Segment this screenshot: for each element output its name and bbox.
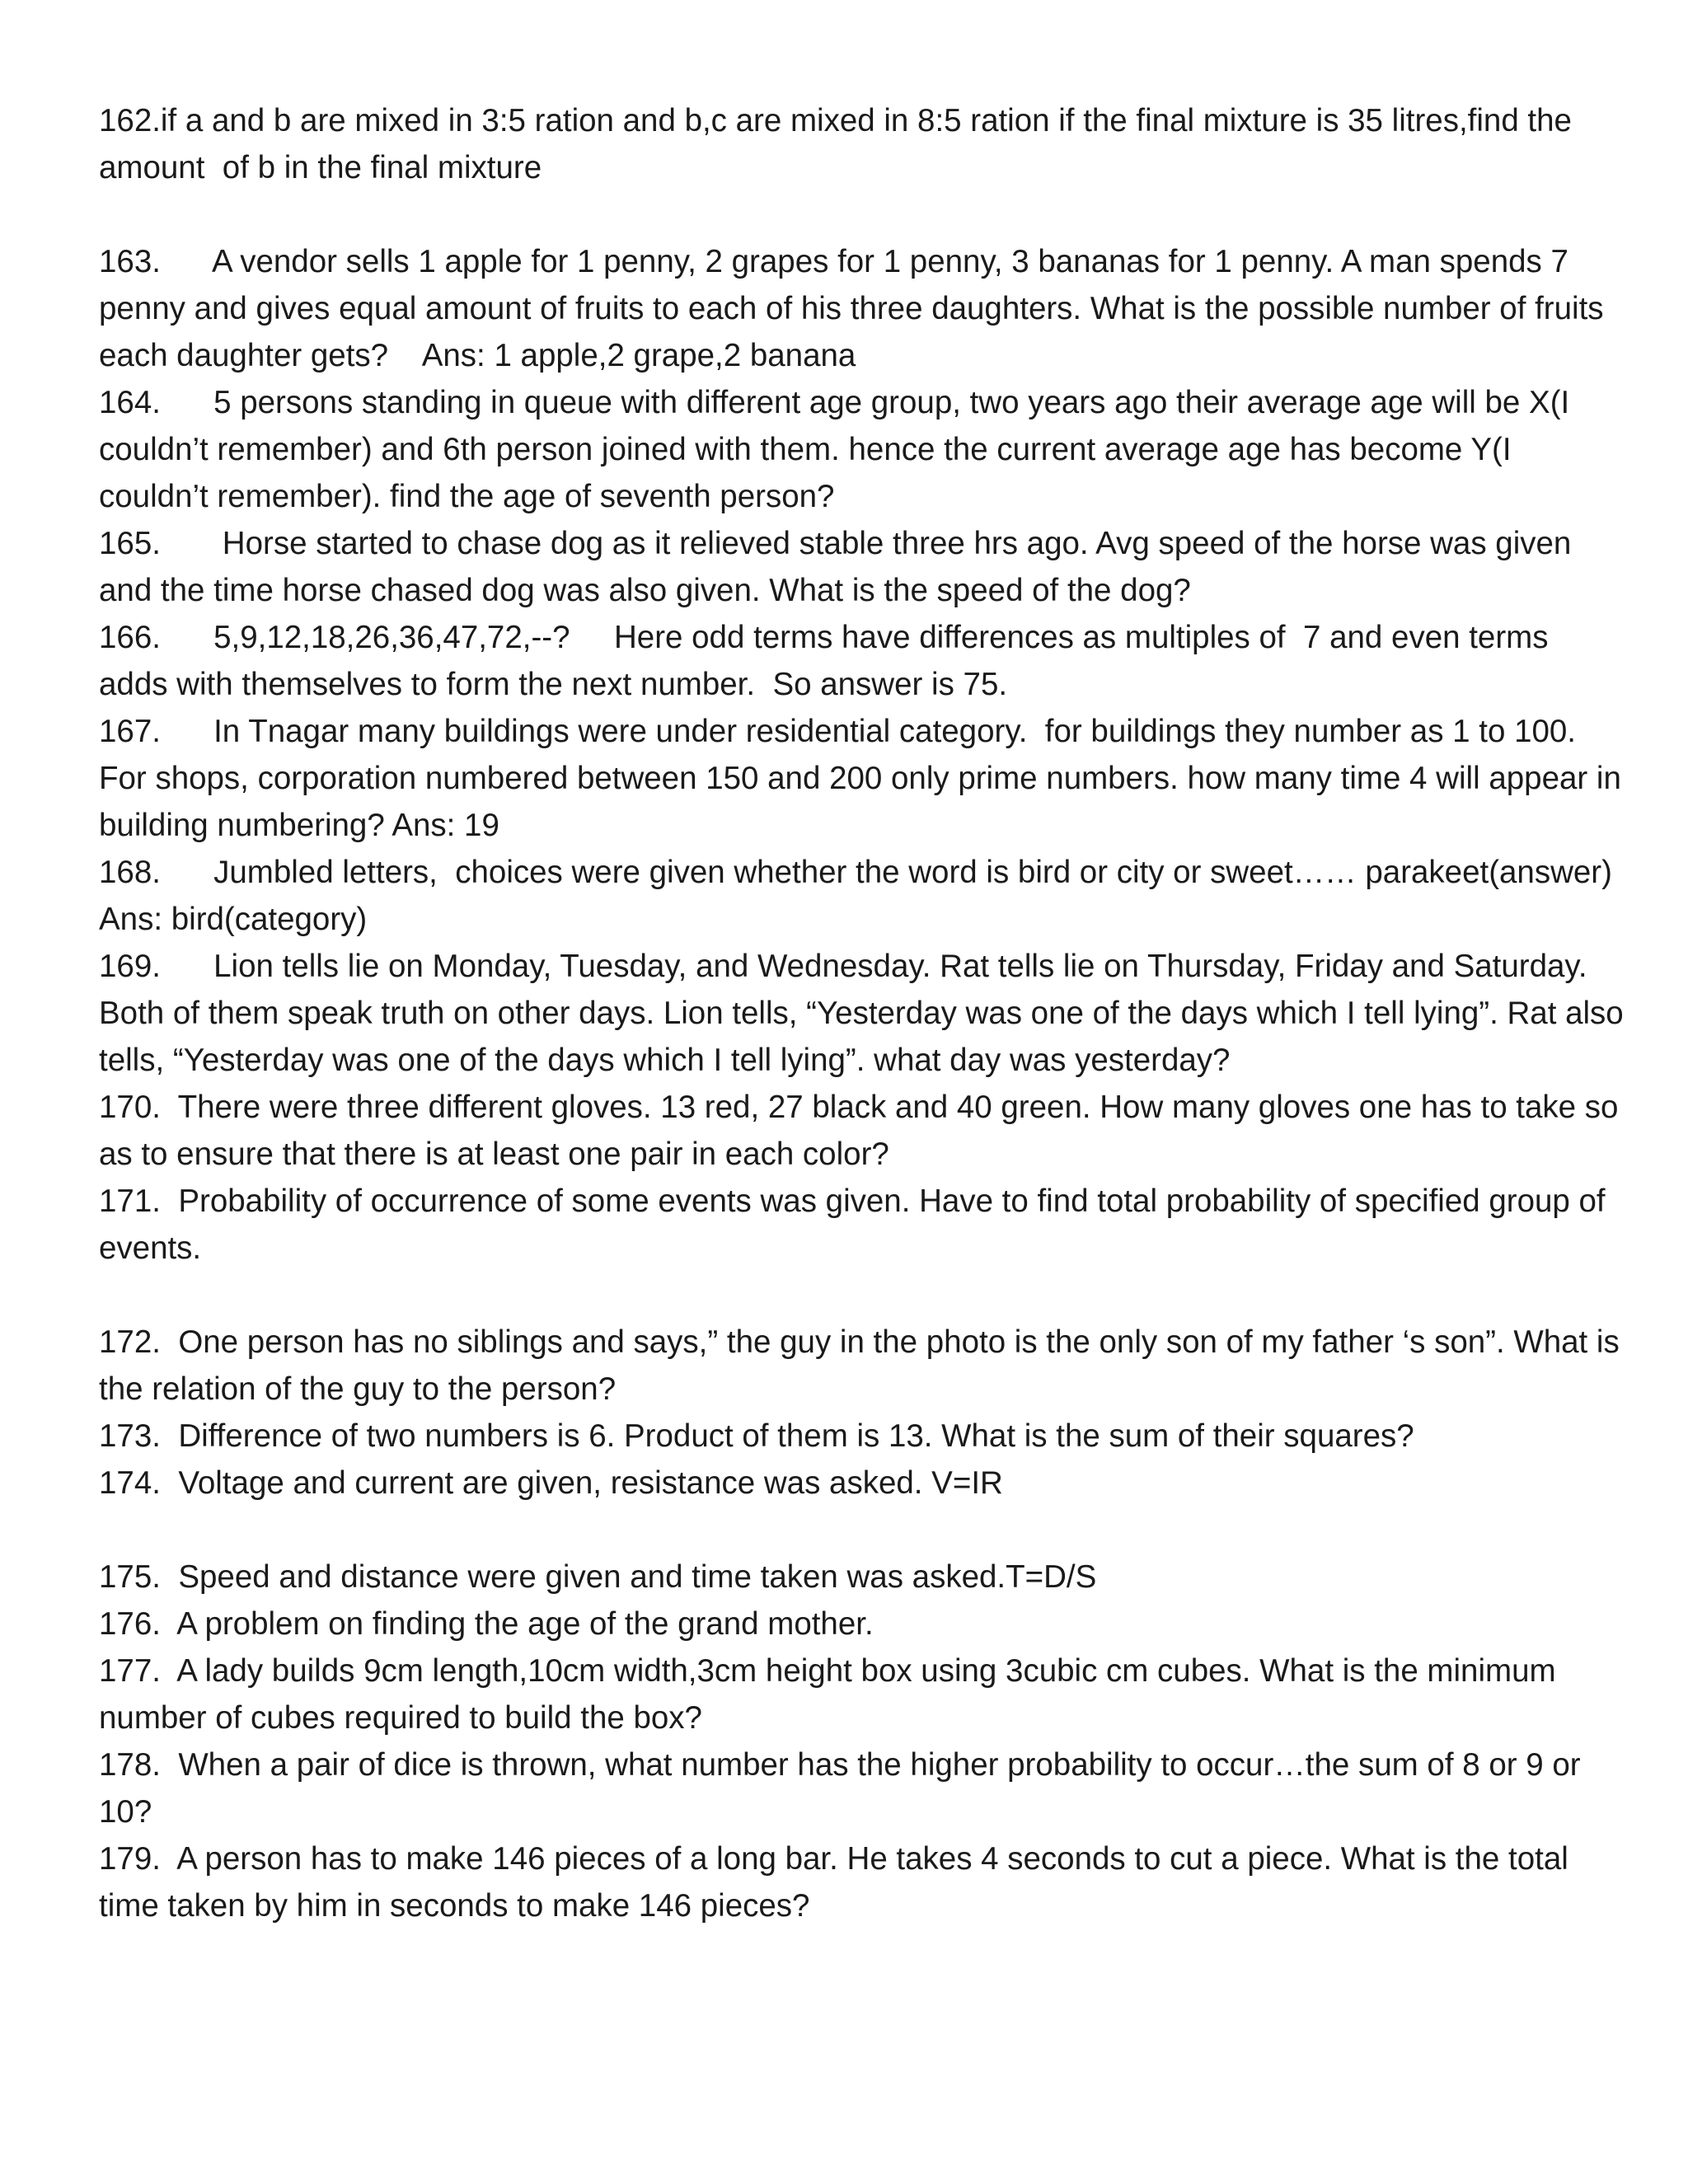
question-179: 179. A person has to make 146 pieces of a long bar. He takes 4 seconds to cut a piece. What is the total time taken by him in seconds to make 146 pieces? xyxy=(99,1841,1578,1924)
question-163: 163. A vendor sells 1 apple for 1 penny, 2 grapes for 1 penny, 3 bananas for 1 penny. A man spends 7 penny and gives equal amount of fruits to each of his three daughters. What is the possible number of fruits each daughter gets? Ans: 1 apple,2 grape,2 banana xyxy=(99,244,1613,373)
question-164: 164. 5 persons standing in queue with different age group, two years ago their average age will be X(I couldn’t remember) and 6th person joined with them. hence the current average age has become Y(I couldn’t remember). find the age of seventh person? xyxy=(99,385,1578,514)
question-173: 173. Difference of two numbers is 6. Product of them is 13. What is the sum of their squares? xyxy=(99,1418,1414,1454)
question-172: 172. One person has no siblings and says,” the guy in the photo is the only son of my father ‘s son”. What is the relation of the guy to the person? xyxy=(99,1324,1629,1407)
document-page xyxy=(99,97,1633,1929)
question-168: 168. Jumbled letters, choices were given whether the word is bird or city or sweet…… parakeet(answer) xyxy=(99,855,1612,890)
question-176: 176. A problem on finding the age of the grand mother. xyxy=(99,1606,874,1642)
question-167: 167. In Tnagar many buildings were under residential category. for buildings they number as 1 to 100. For shops, corporation numbered between 150 and 200 only prime numbers. how many time 4 will appear in building numbering? Ans: 19 xyxy=(99,714,1630,843)
question-174: 174. Voltage and current are given, resistance was asked. V=IR xyxy=(99,1465,1003,1501)
blank-line xyxy=(99,1272,1624,1319)
question-165: 165. Horse started to chase dog as it relieved stable three hrs ago. Avg speed of the horse was given and the time horse chased dog was also given. What is the speed of the dog? xyxy=(99,526,1581,608)
question-166: 166. 5,9,12,18,26,36,47,72,--? Here odd terms have differences as multiples of 7 and even terms adds with themselves to form the next number. So answer is 75. xyxy=(99,620,1558,702)
question-177: 177. A lady builds 9cm length,10cm width,3cm height box using 3cubic cm cubes. What is the minimum number of cubes required to build the box? xyxy=(99,1653,1565,1736)
question-169: 169. Lion tells lie on Monday, Tuesday, and Wednesday. Rat tells lie on Thursday, Friday and Saturday. Both of them speak truth on other days. Lion tells, “Yesterday was one of the days which I tell lying”. Rat also tells, “Yesterday was one of the days which I tell lying”. what day was yesterday? xyxy=(99,949,1633,1078)
question-175: 175. Speed and distance were given and time taken was asked.T=D/S xyxy=(99,1559,1097,1595)
blank-line xyxy=(99,1507,1624,1554)
blank-line xyxy=(99,191,1624,238)
question-162: 162.if a and b are mixed in 3:5 ration and b,c are mixed in 8:5 ration if the final mixture is 35 litres,find the amount of b in the final mixture xyxy=(99,103,1581,185)
question-170: 170. There were three different gloves. 13 red, 27 black and 40 green. How many gloves one has to take so as to ensure that there is at least one pair in each color? xyxy=(99,1090,1628,1172)
question-168-answer: Ans: bird(category) xyxy=(99,902,368,937)
question-171: 171. Probability of occurrence of some events was given. Have to find total probability of specified group of events. xyxy=(99,1183,1615,1266)
question-178: 178. When a pair of dice is thrown, what number has the higher probability to occur…the sum of 8 or 9 or 10? xyxy=(99,1747,1590,1830)
